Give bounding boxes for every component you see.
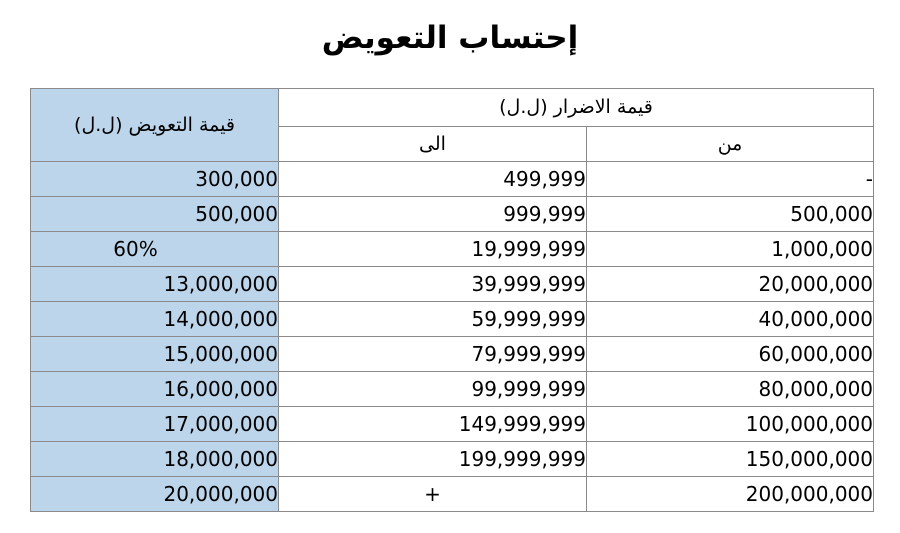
header-compensation: قيمة التعويض (ل.ل) [31,89,279,162]
cell-from: 500,000 [587,197,874,232]
table-header-row [31,89,874,127]
header-from: من [587,126,874,162]
cell-to: 39,999,999 [279,267,587,302]
cell-compensation: 15,000,000 [31,337,279,372]
cell-from: 40,000,000 [587,302,874,337]
header-to: الى [279,126,587,162]
cell-to: + [279,477,587,512]
table-row [31,162,874,197]
cell-from: 80,000,000 [587,372,874,407]
cell-to: 199,999,999 [279,442,587,477]
table-row [31,267,874,302]
cell-compensation: 500,000 [31,197,279,232]
table-row [31,232,874,267]
table-row [31,407,874,442]
cell-from: 200,000,000 [587,477,874,512]
cell-compensation: 20,000,000 [31,477,279,512]
cell-to: 499,999 [279,162,587,197]
cell-compensation: 18,000,000 [31,442,279,477]
table-row [31,302,874,337]
cell-to: 19,999,999 [279,232,587,267]
cell-compensation: 14,000,000 [31,302,279,337]
cell-compensation: 13,000,000 [31,267,279,302]
cell-compensation: 300,000 [31,162,279,197]
cell-compensation: 16,000,000 [31,372,279,407]
cell-to: 149,999,999 [279,407,587,442]
cell-compensation: 60% [31,232,279,267]
table-row [31,337,874,372]
cell-to: 59,999,999 [279,302,587,337]
table-row [31,442,874,477]
table-row [31,477,874,512]
table-row [31,372,874,407]
cell-from: 150,000,000 [587,442,874,477]
cell-to: 79,999,999 [279,337,587,372]
cell-from: 20,000,000 [587,267,874,302]
cell-from: 100,000,000 [587,407,874,442]
cell-from: 60,000,000 [587,337,874,372]
cell-to: 999,999 [279,197,587,232]
cell-compensation: 17,000,000 [31,407,279,442]
table-row [31,197,874,232]
compensation-table [30,88,874,512]
cell-from: - [587,162,874,197]
cell-from: 1,000,000 [587,232,874,267]
page-title: إحتساب التعويض [321,20,579,56]
header-damage-value: قيمة الاضرار (ل.ل) [279,89,874,127]
cell-to: 99,999,999 [279,372,587,407]
